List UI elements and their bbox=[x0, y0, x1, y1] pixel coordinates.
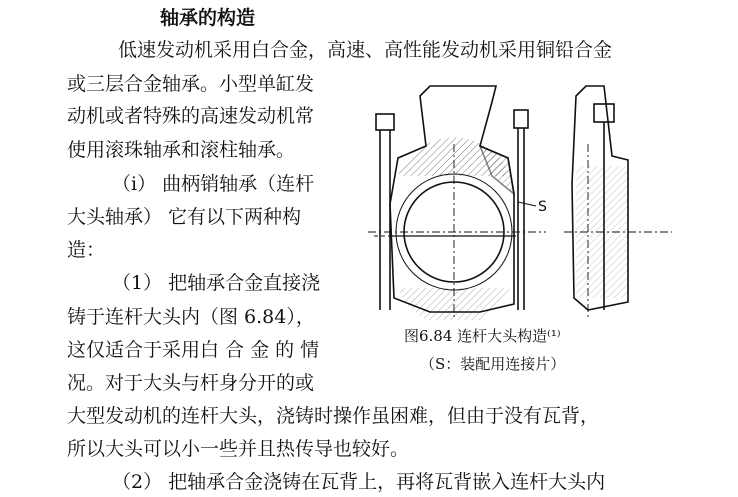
paragraph-line: （ⅰ） 曲柄销轴承（连杆 bbox=[112, 173, 315, 195]
paragraph-line: 这仅适合于采用白 合 金 的 情 bbox=[67, 339, 320, 361]
figure-caption: 图6.84 连杆大头构造⁽¹⁾ bbox=[404, 327, 561, 345]
front-view-drawing bbox=[368, 86, 546, 320]
paragraph-line: 大头轴承） 它有以下两种构 bbox=[67, 206, 302, 228]
paragraph-line: 况。对于大头与杆身分开的或 bbox=[67, 372, 315, 394]
figure-note: （S：装配用连接片） bbox=[420, 355, 566, 373]
paragraph-line: 低速发动机采用白合金，高速、高性能发动机采用铜铅合金 bbox=[118, 39, 613, 61]
section-heading: 轴承的构造 bbox=[160, 7, 256, 29]
paragraph-line: 使用滚珠轴承和滚柱轴承。 bbox=[67, 139, 296, 161]
label-s-leader bbox=[518, 202, 536, 206]
label-s: S bbox=[538, 199, 547, 215]
paragraph-line: （1） 把轴承合金直接浇 bbox=[112, 272, 321, 294]
side-view-drawing bbox=[564, 86, 672, 320]
paragraph-line: 造： bbox=[67, 239, 106, 261]
paragraph-line: 铸于连杆大头内（图 6.84）， bbox=[67, 306, 315, 328]
connecting-rod-figure bbox=[368, 84, 672, 320]
paragraph-line: 或三层合金轴承。小型单缸发 bbox=[67, 73, 315, 95]
paragraph-line: 所以大头可以小一些并且热传导也较好。 bbox=[67, 438, 410, 460]
paragraph-line: （2） 把轴承合金浇铸在瓦背上，再将瓦背嵌入连杆大头内 bbox=[112, 471, 606, 493]
paragraph-line: 大型发动机的连杆大头，浇铸时操作虽困难，但由于没有瓦背， bbox=[67, 405, 600, 427]
paragraph-line: 动机或者特殊的高速发动机常 bbox=[67, 105, 315, 127]
